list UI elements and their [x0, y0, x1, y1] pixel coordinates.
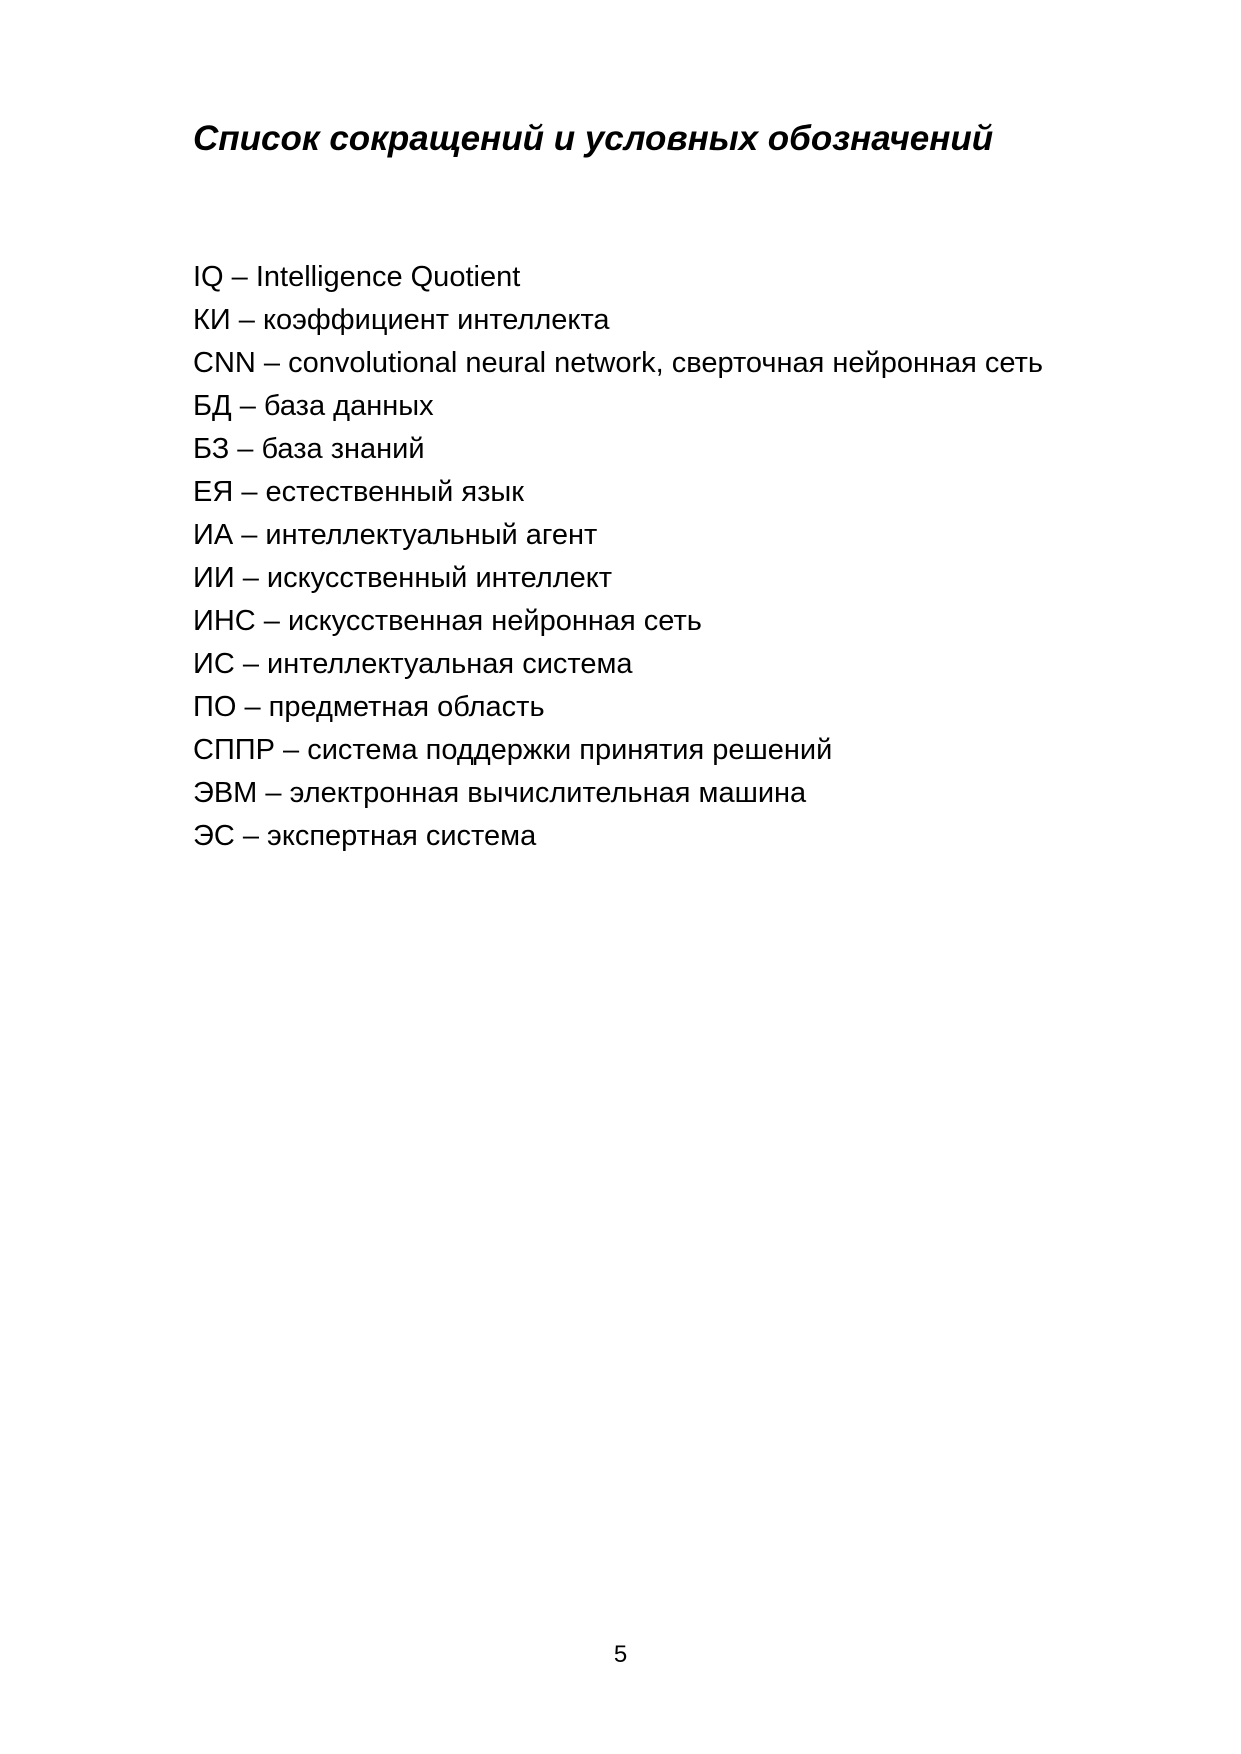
page-title: Список сокращений и условных обозначений [193, 119, 994, 158]
abbreviation-item: IQ – Intelligence Quotient [193, 261, 521, 293]
abbreviation-item: СППР – система поддержки принятия решений [193, 734, 833, 766]
abbreviation-list [193, 256, 1043, 858]
abbreviation-item: ЭС – экспертная система [193, 820, 537, 852]
abbreviation-item: CNN – convolutional neural network, сверточная нейронная сеть [193, 347, 1043, 379]
abbreviation-item: БЗ – база знаний [193, 433, 425, 465]
abbreviation-item: КИ – коэффициент интеллекта [193, 304, 610, 336]
abbreviation-item: ИС – интеллектуальная система [193, 648, 633, 680]
abbreviation-item: ЭВМ – электронная вычислительная машина [193, 777, 807, 809]
abbreviation-item: ПО – предметная область [193, 691, 545, 723]
abbreviation-item: ЕЯ – естественный язык [193, 476, 524, 508]
page-number: 5 [613, 1641, 628, 1668]
abbreviation-item: ИА – интеллектуальный агент [193, 519, 598, 551]
abbreviation-item: ИНС – искусственная нейронная сеть [193, 605, 702, 637]
abbreviation-item: ИИ – искусственный интеллект [193, 562, 613, 594]
abbreviation-item: БД – база данных [193, 390, 434, 422]
